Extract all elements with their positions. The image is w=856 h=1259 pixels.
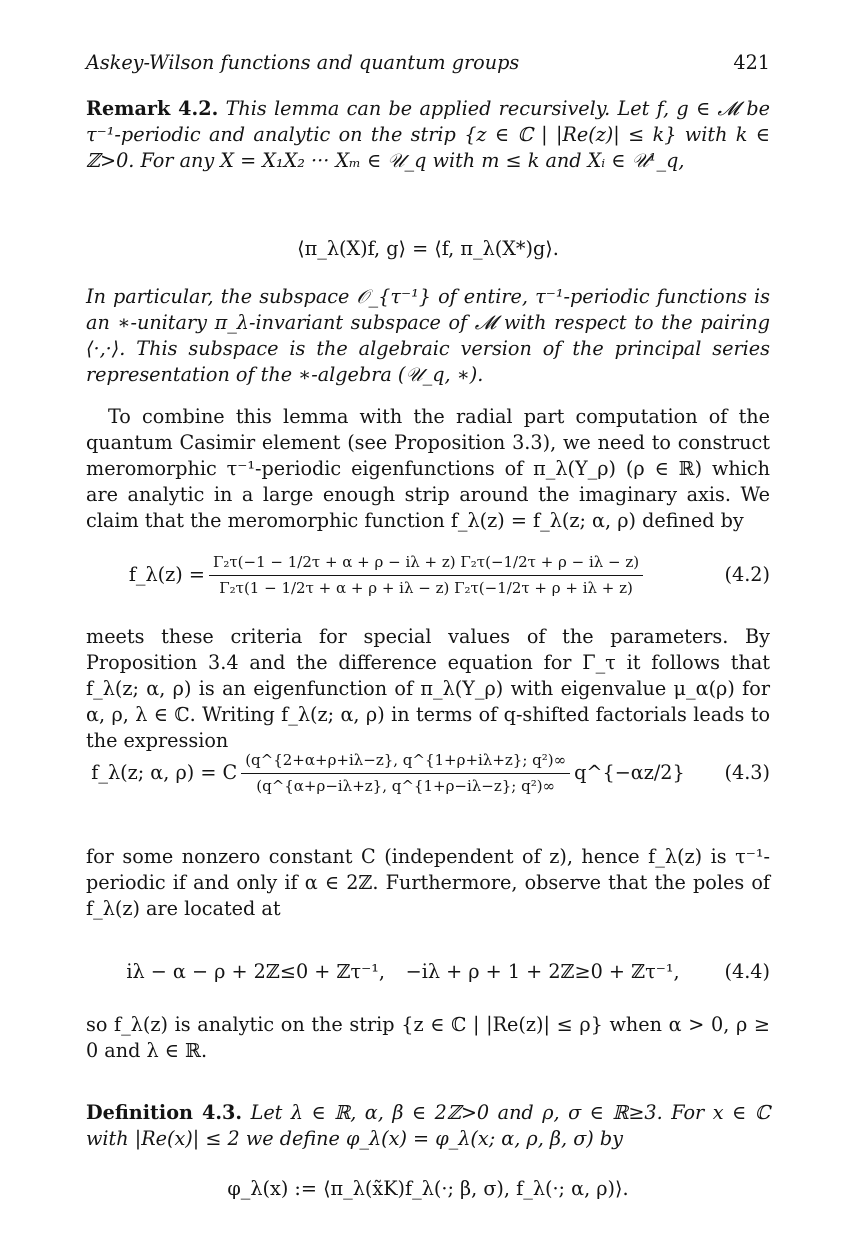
remark-text-2-block <box>86 284 770 388</box>
paragraph-1: To combine this lemma with the radial part computation of the quantum Casimir element (see Proposition 3.3), we need to construct meromorphic τ⁻¹-periodic eigenfunctions of π_λ(Y_ρ) (ρ ∈ ℝ) which are analytic in a large enough strip around the imaginary axis. We claim that the meromorphic function f_λ(z) = f_λ(z; α, ρ) defined by <box>86 405 770 532</box>
eq-4-3-denominator: (q^{α+ρ−iλ+z}, q^{1+ρ−iλ−z}; q²)∞ <box>256 776 556 795</box>
eq-4-3-lhs: f_λ(z; α, ρ) = C <box>91 761 238 785</box>
equation-4-3 <box>86 736 770 810</box>
eq-4-3-numerator: (q^{2+α+ρ+iλ−z}, q^{1+ρ+iλ+z}; q²)∞ <box>241 750 570 773</box>
eq-4-3-tail: q^{−αz/2} <box>574 761 685 785</box>
definition-4-3 <box>86 1100 770 1152</box>
running-head-title: Askey-Wilson functions and quantum groups <box>86 51 520 74</box>
remark-label: Remark 4.2. <box>86 97 219 120</box>
definition-text: Let λ ∈ ℝ, α, β ∈ 2ℤ>0 and ρ, σ ∈ ℝ≥3. For x ∈ ℂ with |Re(x)| ≤ 2 we define φ_λ(x) = φ_λ(x; α, ρ, β, σ) by <box>86 1101 770 1150</box>
eq-4-3-fraction <box>241 750 570 796</box>
definition-display-equation: φ_λ(x) := ⟨π_λ(x̃K)f_λ(·; β, σ), f_λ(·; α, ρ)⟩. <box>227 1177 629 1200</box>
page-number: 421 <box>733 51 770 74</box>
eq-4-4-part-2: −iλ + ρ + 1 + 2ℤ≥0 + ℤτ⁻¹, <box>405 960 680 984</box>
paragraph-3-block <box>86 844 770 922</box>
eq-4-4-part-1: iλ − α − ρ + 2ℤ≤0 + ℤτ⁻¹, <box>126 960 385 984</box>
remark-text-2: In particular, the subspace 𝒪_{τ⁻¹} of entire, τ⁻¹-periodic functions is an ∗-unitary π_λ-invariant subspace of 𝓜 with respect to the pairing ⟨·,·⟩. This subspace is the algebraic version of the principal series representation of the ∗-algebra (𝒰_q, ∗). <box>86 285 770 386</box>
paragraph-1-block <box>86 404 770 534</box>
eq-4-4-number: (4.4) <box>724 960 770 984</box>
definition-label: Definition 4.3. <box>86 1101 243 1124</box>
remark-text-1: This lemma can be applied recursively. Let f, g ∈ 𝓜 be τ⁻¹-periodic and analytic on the strip {z ∈ ℂ | |Re(z)| ≤ k} with k ∈ ℤ>0. For any X = X₁X₂ ··· Xₘ ∈ 𝒰_q with m ≤ k and Xᵢ ∈ 𝒰¹_q, <box>86 97 770 172</box>
eq-4-2-denominator: Γ₂τ(1 − 1/2τ + α + ρ + iλ − z) Γ₂τ(−1/2τ + ρ + iλ + z) <box>219 578 633 597</box>
equation-4-2 <box>86 540 770 610</box>
paragraph-4-block <box>86 1012 770 1064</box>
eq-4-2-number: (4.2) <box>724 563 770 587</box>
running-head <box>86 50 770 80</box>
equation-4-4 <box>86 954 770 990</box>
eq-4-2-lhs: f_λ(z) = <box>128 563 205 587</box>
paragraph-2-block <box>86 624 770 754</box>
paragraph-2: meets these criteria for special values of the parameters. By Proposition 3.4 and the difference equation for Γ_τ it follows that f_λ(z; α, ρ) is an eigenfunction of π_λ(Y_ρ) with eigenvalue μ_α(ρ) for α, ρ, λ ∈ ℂ. Writing f_λ(z; α, ρ) in terms of q-shifted factorials leads to the expression <box>86 625 770 752</box>
eq-4-3-number: (4.3) <box>724 761 770 785</box>
remark-4-2 <box>86 96 770 174</box>
eq-4-2-numerator: Γ₂τ(−1 − 1/2τ + α + ρ − iλ + z) Γ₂τ(−1/2τ + ρ − iλ − z) <box>209 552 643 575</box>
paragraph-3: for some nonzero constant C (independent of z), hence f_λ(z) is τ⁻¹-periodic if and only if α ∈ 2ℤ. Furthermore, observe that the poles of f_λ(z) are located at <box>86 845 770 920</box>
paragraph-4: so f_λ(z) is analytic on the strip {z ∈ ℂ | |Re(z)| ≤ ρ} when α > 0, ρ ≥ 0 and λ ∈ ℝ. <box>86 1013 770 1062</box>
eq-4-2-fraction <box>209 552 643 598</box>
remark-display-equation: ⟨π_λ(X)f, g⟩ = ⟨f, π_λ(X*)g⟩. <box>297 237 559 260</box>
